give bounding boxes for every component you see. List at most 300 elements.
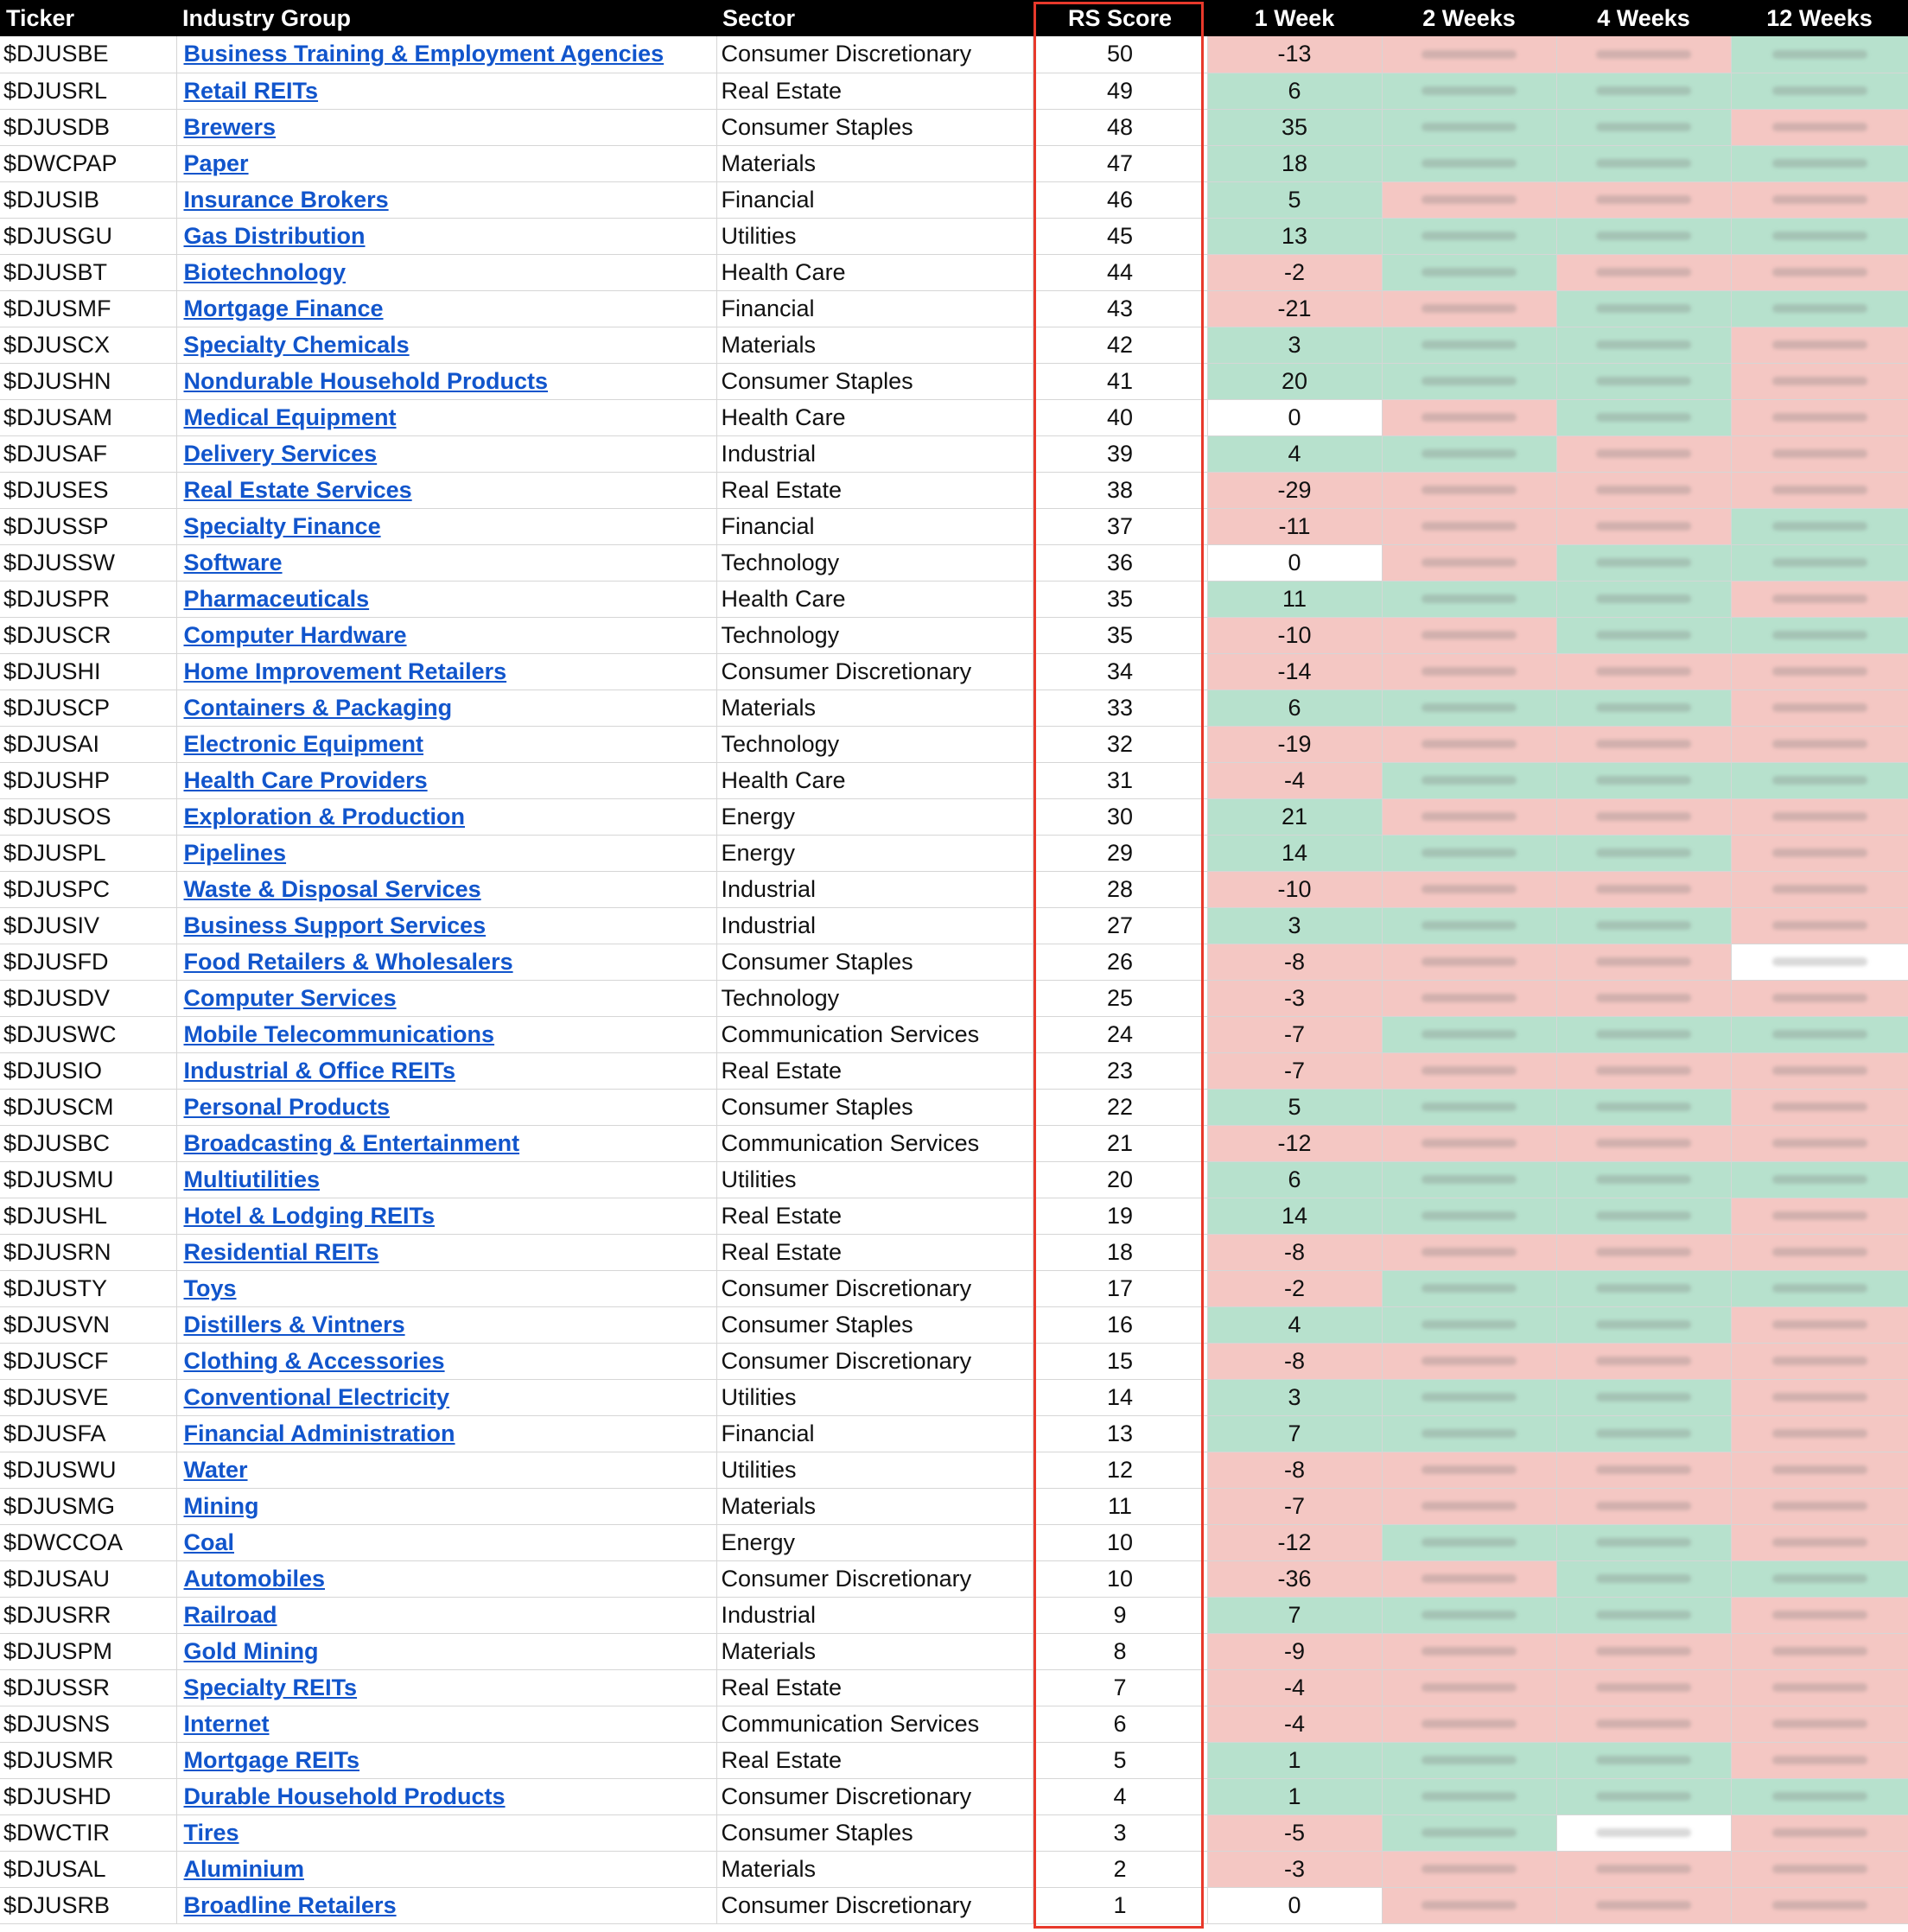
industry-group-cell — [176, 1706, 716, 1742]
ticker-cell: $DWCCOA — [0, 1524, 176, 1560]
twelve-weeks-change-cell — [1731, 1306, 1908, 1343]
table-row — [0, 1379, 1908, 1415]
twelve-weeks-change-cell — [1731, 1488, 1908, 1524]
redacted-value — [1421, 1465, 1517, 1474]
industry-group-link[interactable]: Personal Products — [183, 1093, 391, 1120]
two-weeks-change-cell — [1382, 1669, 1556, 1706]
industry-group-cell — [176, 690, 716, 726]
ticker-cell: $DJUSCX — [0, 327, 176, 363]
one-week-change-cell: 1 — [1207, 1778, 1382, 1814]
twelve-weeks-change-cell — [1731, 327, 1908, 363]
industry-group-link[interactable]: Specialty Finance — [183, 512, 381, 539]
industry-group-cell — [176, 1270, 716, 1306]
rs-score-cell: 11 — [1033, 1488, 1207, 1524]
two-weeks-change-cell — [1382, 762, 1556, 798]
four-weeks-change-cell — [1556, 1560, 1731, 1597]
redacted-value — [1421, 1756, 1517, 1764]
industry-group-link[interactable]: Containers & Packaging — [183, 694, 453, 721]
twelve-weeks-change-cell — [1731, 1452, 1908, 1488]
industry-group-cell — [176, 1343, 716, 1379]
sector-cell: Communication Services — [716, 1706, 1033, 1742]
sector-cell: Energy — [716, 1524, 1033, 1560]
rs-score-cell: 26 — [1033, 944, 1207, 980]
industry-group-link[interactable]: Coal — [183, 1528, 235, 1555]
four-weeks-change-cell — [1556, 435, 1731, 472]
four-weeks-change-cell — [1556, 1742, 1731, 1778]
twelve-weeks-change-cell — [1731, 980, 1908, 1016]
sector-cell: Materials — [716, 1488, 1033, 1524]
table-row — [0, 145, 1908, 181]
redacted-value — [1772, 195, 1867, 204]
industry-group-link[interactable]: Toys — [183, 1274, 237, 1301]
industry-group-link[interactable]: Multiutilities — [183, 1166, 320, 1192]
two-weeks-change-cell — [1382, 109, 1556, 145]
twelve-weeks-change-cell — [1731, 145, 1908, 181]
header-rs-score[interactable]: RS Score — [1033, 0, 1207, 36]
redacted-value — [1421, 1828, 1517, 1837]
industry-group-link[interactable]: Gold Mining — [183, 1637, 319, 1664]
redacted-value — [1596, 1901, 1691, 1910]
four-weeks-change-cell — [1556, 1415, 1731, 1452]
ticker-cell: $DJUSDV — [0, 980, 176, 1016]
ticker-cell: $DJUSFD — [0, 944, 176, 980]
table-row — [0, 1125, 1908, 1161]
industry-group-link[interactable]: Hotel & Lodging REITs — [183, 1202, 435, 1229]
four-weeks-change-cell — [1556, 1270, 1731, 1306]
table-row — [0, 1669, 1908, 1706]
industry-group-cell — [176, 653, 716, 690]
industry-group-link[interactable]: Pipelines — [183, 839, 287, 866]
table-row — [0, 399, 1908, 435]
redacted-value — [1421, 885, 1517, 893]
one-week-change-cell: -10 — [1207, 617, 1382, 653]
twelve-weeks-change-cell — [1731, 1343, 1908, 1379]
redacted-value — [1772, 1465, 1867, 1474]
four-weeks-change-cell — [1556, 907, 1731, 944]
four-weeks-change-cell — [1556, 1597, 1731, 1633]
one-week-change-cell: 14 — [1207, 835, 1382, 871]
ticker-cell: $DJUSDB — [0, 109, 176, 145]
header-ticker[interactable]: Ticker — [0, 0, 176, 36]
industry-group-link[interactable]: Internet — [183, 1710, 270, 1737]
industry-group-link[interactable]: Brewers — [183, 113, 277, 140]
redacted-value — [1421, 594, 1517, 603]
industry-group-cell — [176, 762, 716, 798]
sector-cell: Financial — [716, 181, 1033, 218]
table-row — [0, 218, 1908, 254]
twelve-weeks-change-cell — [1731, 581, 1908, 617]
twelve-weeks-change-cell — [1731, 290, 1908, 327]
industry-group-link[interactable]: Nondurable Household Products — [183, 367, 549, 394]
two-weeks-change-cell — [1382, 1633, 1556, 1669]
ticker-cell: $DJUSMR — [0, 1742, 176, 1778]
industry-group-cell — [176, 472, 716, 508]
industry-group-cell — [176, 1306, 716, 1343]
redacted-value — [1772, 1066, 1867, 1075]
industry-group-link[interactable]: Durable Household Products — [183, 1783, 506, 1809]
redacted-value — [1596, 1175, 1691, 1184]
four-weeks-change-cell — [1556, 1343, 1731, 1379]
rs-score-cell: 22 — [1033, 1089, 1207, 1125]
industry-group-link[interactable]: Medical Equipment — [183, 404, 397, 430]
industry-group-link[interactable]: Food Retailers & Wholesalers — [183, 948, 513, 975]
one-week-change-cell: 3 — [1207, 907, 1382, 944]
industry-group-link[interactable]: Mortgage REITs — [183, 1746, 360, 1773]
industry-group-link[interactable]: Residential REITs — [183, 1238, 379, 1265]
industry-group-cell — [176, 1669, 716, 1706]
twelve-weeks-change-cell — [1731, 1052, 1908, 1089]
industry-group-link[interactable]: Home Improvement Retailers — [183, 658, 507, 684]
two-weeks-change-cell — [1382, 36, 1556, 73]
ticker-cell: $DJUSPL — [0, 835, 176, 871]
redacted-value — [1772, 1647, 1867, 1656]
twelve-weeks-change-cell — [1731, 1887, 1908, 1923]
industry-group-cell — [176, 1125, 716, 1161]
four-weeks-change-cell — [1556, 1778, 1731, 1814]
table-row — [0, 726, 1908, 762]
industry-group-cell — [176, 1052, 716, 1089]
redacted-value — [1772, 1357, 1867, 1365]
four-weeks-change-cell — [1556, 1089, 1731, 1125]
two-weeks-change-cell — [1382, 944, 1556, 980]
one-week-change-cell: -4 — [1207, 1669, 1382, 1706]
industry-group-cell — [176, 1452, 716, 1488]
rs-score-cell: 49 — [1033, 73, 1207, 109]
redacted-value — [1421, 703, 1517, 712]
industry-group-link[interactable]: Health Care Providers — [183, 766, 428, 793]
redacted-value — [1772, 1320, 1867, 1329]
two-weeks-change-cell — [1382, 1814, 1556, 1851]
twelve-weeks-change-cell — [1731, 1198, 1908, 1234]
ticker-cell: $DJUSSP — [0, 508, 176, 544]
one-week-change-cell: -9 — [1207, 1633, 1382, 1669]
two-weeks-change-cell — [1382, 399, 1556, 435]
industry-group-link[interactable]: Business Support Services — [183, 912, 487, 938]
redacted-value — [1596, 449, 1691, 458]
redacted-value — [1421, 631, 1517, 639]
industry-group-link[interactable]: Specialty REITs — [183, 1674, 358, 1700]
redacted-value — [1421, 268, 1517, 276]
industry-group-link[interactable]: Aluminium — [183, 1855, 304, 1882]
twelve-weeks-change-cell — [1731, 254, 1908, 290]
rs-score-cell: 42 — [1033, 327, 1207, 363]
redacted-value — [1772, 1792, 1867, 1801]
ticker-cell: $DJUSCF — [0, 1343, 176, 1379]
redacted-value — [1772, 957, 1867, 966]
four-weeks-change-cell — [1556, 544, 1731, 581]
four-weeks-change-cell — [1556, 327, 1731, 363]
sector-cell: Health Care — [716, 399, 1033, 435]
two-weeks-change-cell — [1382, 726, 1556, 762]
four-weeks-change-cell — [1556, 762, 1731, 798]
industry-group-link[interactable]: Business Training & Employment Agencies — [183, 41, 665, 67]
table-row — [0, 1597, 1908, 1633]
redacted-value — [1596, 776, 1691, 785]
four-weeks-change-cell — [1556, 1306, 1731, 1343]
redacted-value — [1421, 1647, 1517, 1656]
redacted-value — [1772, 1828, 1867, 1837]
table-row — [0, 1343, 1908, 1379]
industry-group-link[interactable]: Specialty Chemicals — [183, 331, 410, 358]
rs-score-cell: 29 — [1033, 835, 1207, 871]
redacted-value — [1596, 1030, 1691, 1039]
two-weeks-change-cell — [1382, 1778, 1556, 1814]
header-1-week[interactable]: 1 Week — [1207, 0, 1382, 36]
rs-score-cell: 8 — [1033, 1633, 1207, 1669]
industry-group-cell — [176, 327, 716, 363]
rs-score-cell: 38 — [1033, 472, 1207, 508]
rs-score-cell: 47 — [1033, 145, 1207, 181]
sector-cell: Technology — [716, 980, 1033, 1016]
industry-group-link[interactable]: Biotechnology — [183, 258, 346, 285]
header-2-weeks[interactable]: 2 Weeks — [1382, 0, 1556, 36]
industry-group-cell — [176, 181, 716, 218]
redacted-value — [1596, 377, 1691, 385]
one-week-change-cell: -8 — [1207, 1452, 1382, 1488]
four-weeks-change-cell — [1556, 254, 1731, 290]
redacted-value — [1421, 1429, 1517, 1438]
twelve-weeks-change-cell — [1731, 399, 1908, 435]
table-row — [0, 363, 1908, 399]
twelve-weeks-change-cell — [1731, 1016, 1908, 1052]
two-weeks-change-cell — [1382, 617, 1556, 653]
one-week-change-cell: -2 — [1207, 254, 1382, 290]
ticker-cell: $DJUSMU — [0, 1161, 176, 1198]
ticker-cell: $DJUSPR — [0, 581, 176, 617]
table-row — [0, 1488, 1908, 1524]
industry-group-link[interactable]: Exploration & Production — [183, 803, 466, 829]
two-weeks-change-cell — [1382, 1706, 1556, 1742]
one-week-change-cell: -8 — [1207, 1343, 1382, 1379]
twelve-weeks-change-cell — [1731, 1270, 1908, 1306]
one-week-change-cell: 18 — [1207, 145, 1382, 181]
redacted-value — [1596, 1683, 1691, 1692]
redacted-value — [1596, 994, 1691, 1002]
redacted-value — [1772, 304, 1867, 313]
industry-group-link[interactable]: Electronic Equipment — [183, 730, 424, 757]
table-row — [0, 290, 1908, 327]
four-weeks-change-cell — [1556, 399, 1731, 435]
industry-group-link[interactable]: Waste & Disposal Services — [183, 875, 481, 902]
table-row — [0, 327, 1908, 363]
industry-group-link[interactable]: Broadcasting & Entertainment — [183, 1129, 520, 1156]
rs-score-cell: 28 — [1033, 871, 1207, 907]
redacted-value — [1421, 123, 1517, 131]
four-weeks-change-cell — [1556, 1052, 1731, 1089]
twelve-weeks-change-cell — [1731, 726, 1908, 762]
header-4-weeks[interactable]: 4 Weeks — [1556, 0, 1731, 36]
twelve-weeks-change-cell — [1731, 109, 1908, 145]
redacted-value — [1596, 1429, 1691, 1438]
redacted-value — [1772, 1248, 1867, 1256]
header-sector[interactable]: Sector — [716, 0, 1033, 36]
redacted-value — [1421, 86, 1517, 95]
table-row — [0, 871, 1908, 907]
redacted-value — [1596, 812, 1691, 821]
industry-group-link[interactable]: Software — [183, 549, 283, 575]
one-week-change-cell: -3 — [1207, 1851, 1382, 1887]
one-week-change-cell: -4 — [1207, 762, 1382, 798]
rs-score-cell: 9 — [1033, 1597, 1207, 1633]
sector-cell: Technology — [716, 617, 1033, 653]
rs-score-cell: 27 — [1033, 907, 1207, 944]
ticker-cell: $DJUSCM — [0, 1089, 176, 1125]
redacted-value — [1596, 304, 1691, 313]
redacted-value — [1772, 776, 1867, 785]
industry-group-link[interactable]: Broadline Retailers — [183, 1891, 397, 1918]
one-week-change-cell: -10 — [1207, 871, 1382, 907]
two-weeks-change-cell — [1382, 1234, 1556, 1270]
ticker-cell: $DJUSIO — [0, 1052, 176, 1089]
redacted-value — [1421, 994, 1517, 1002]
rs-score-cell: 13 — [1033, 1415, 1207, 1452]
sector-cell: Real Estate — [716, 472, 1033, 508]
two-weeks-change-cell — [1382, 254, 1556, 290]
rs-score-cell: 10 — [1033, 1560, 1207, 1597]
industry-group-cell — [176, 907, 716, 944]
redacted-value — [1772, 1175, 1867, 1184]
two-weeks-change-cell — [1382, 1343, 1556, 1379]
two-weeks-change-cell — [1382, 653, 1556, 690]
sector-cell: Energy — [716, 798, 1033, 835]
sector-cell: Consumer Staples — [716, 944, 1033, 980]
redacted-value — [1772, 1502, 1867, 1510]
redacted-value — [1596, 486, 1691, 494]
sector-cell: Consumer Staples — [716, 109, 1033, 145]
industry-group-link[interactable]: Pharmaceuticals — [183, 585, 370, 612]
one-week-change-cell: 11 — [1207, 581, 1382, 617]
redacted-value — [1772, 232, 1867, 240]
four-weeks-change-cell — [1556, 617, 1731, 653]
two-weeks-change-cell — [1382, 181, 1556, 218]
industry-group-link[interactable]: Paper — [183, 149, 249, 176]
rs-score-cell: 19 — [1033, 1198, 1207, 1234]
ticker-cell: $DJUSHN — [0, 363, 176, 399]
industry-group-cell — [176, 73, 716, 109]
redacted-value — [1421, 1393, 1517, 1401]
industry-group-cell — [176, 109, 716, 145]
four-weeks-change-cell — [1556, 1198, 1731, 1234]
four-weeks-change-cell — [1556, 290, 1731, 327]
redacted-value — [1596, 594, 1691, 603]
sector-cell: Materials — [716, 1851, 1033, 1887]
ticker-cell: $DJUSMG — [0, 1488, 176, 1524]
two-weeks-change-cell — [1382, 1560, 1556, 1597]
sector-cell: Materials — [716, 690, 1033, 726]
two-weeks-change-cell — [1382, 1125, 1556, 1161]
industry-group-link[interactable]: Gas Distribution — [183, 222, 366, 249]
redacted-value — [1421, 1284, 1517, 1293]
industry-group-link[interactable]: Automobiles — [183, 1565, 326, 1592]
redacted-value — [1596, 1357, 1691, 1365]
one-week-change-cell: 13 — [1207, 218, 1382, 254]
four-weeks-change-cell — [1556, 980, 1731, 1016]
redacted-value — [1421, 1538, 1517, 1547]
rs-score-cell: 17 — [1033, 1270, 1207, 1306]
four-weeks-change-cell — [1556, 798, 1731, 835]
sector-cell: Real Estate — [716, 1198, 1033, 1234]
industry-group-link[interactable]: Tires — [183, 1819, 239, 1846]
sector-cell: Consumer Discretionary — [716, 1778, 1033, 1814]
one-week-change-cell: 6 — [1207, 690, 1382, 726]
sector-cell: Consumer Staples — [716, 363, 1033, 399]
ticker-cell: $DJUSWU — [0, 1452, 176, 1488]
industry-group-link[interactable]: Distillers & Vintners — [183, 1311, 405, 1338]
industry-group-link[interactable]: Insurance Brokers — [183, 186, 389, 213]
table-row — [0, 798, 1908, 835]
redacted-value — [1772, 1393, 1867, 1401]
industry-group-link[interactable]: Water — [183, 1456, 248, 1483]
redacted-value — [1772, 86, 1867, 95]
four-weeks-change-cell — [1556, 653, 1731, 690]
rs-score-cell: 25 — [1033, 980, 1207, 1016]
industry-group-link[interactable]: Industrial & Office REITs — [183, 1057, 456, 1084]
header-industry-group[interactable]: Industry Group — [176, 0, 716, 36]
table-row — [0, 653, 1908, 690]
redacted-value — [1772, 1901, 1867, 1910]
rs-score-cell: 10 — [1033, 1524, 1207, 1560]
redacted-value — [1596, 1139, 1691, 1147]
sector-cell: Energy — [716, 835, 1033, 871]
industry-group-link[interactable]: Financial Administration — [183, 1420, 455, 1446]
two-weeks-change-cell — [1382, 1016, 1556, 1052]
redacted-value — [1596, 1103, 1691, 1111]
table-row — [0, 1778, 1908, 1814]
table-row — [0, 544, 1908, 581]
ticker-cell: $DJUSHL — [0, 1198, 176, 1234]
header-row — [0, 0, 1908, 36]
industry-group-link[interactable]: Conventional Electricity — [183, 1383, 450, 1410]
table-row — [0, 1198, 1908, 1234]
industry-group-link[interactable]: Clothing & Accessories — [183, 1347, 445, 1374]
rs-score-cell: 31 — [1033, 762, 1207, 798]
table-row — [0, 435, 1908, 472]
redacted-value — [1421, 1175, 1517, 1184]
industry-group-link[interactable]: Computer Services — [183, 984, 397, 1011]
redacted-value — [1772, 1683, 1867, 1692]
redacted-value — [1421, 1502, 1517, 1510]
rs-score-cell: 14 — [1033, 1379, 1207, 1415]
four-weeks-change-cell — [1556, 73, 1731, 109]
one-week-change-cell: 21 — [1207, 798, 1382, 835]
industry-group-link[interactable]: Computer Hardware — [183, 621, 407, 648]
industry-group-link[interactable]: Mining — [183, 1492, 259, 1519]
sector-cell: Materials — [716, 327, 1033, 363]
industry-group-link[interactable]: Railroad — [183, 1601, 277, 1628]
ticker-cell: $DJUSCR — [0, 617, 176, 653]
industry-group-cell — [176, 798, 716, 835]
ticker-cell: $DJUSHI — [0, 653, 176, 690]
redacted-value — [1772, 377, 1867, 385]
two-weeks-change-cell — [1382, 1597, 1556, 1633]
industry-group-link[interactable]: Retail REITs — [183, 77, 319, 104]
industry-group-link[interactable]: Mortgage Finance — [183, 295, 384, 321]
rs-score-cell: 48 — [1033, 109, 1207, 145]
redacted-value — [1421, 413, 1517, 422]
twelve-weeks-change-cell — [1731, 1234, 1908, 1270]
industry-group-link[interactable]: Mobile Telecommunications — [183, 1020, 495, 1047]
industry-group-link[interactable]: Real Estate Services — [183, 476, 412, 503]
ticker-cell: $DJUSRN — [0, 1234, 176, 1270]
one-week-change-cell: 3 — [1207, 327, 1382, 363]
four-weeks-change-cell — [1556, 1633, 1731, 1669]
header-12-weeks[interactable]: 12 Weeks — [1731, 0, 1908, 36]
rs-score-cell: 15 — [1033, 1343, 1207, 1379]
redacted-value — [1421, 1139, 1517, 1147]
table-row — [0, 254, 1908, 290]
two-weeks-change-cell — [1382, 980, 1556, 1016]
industry-group-link[interactable]: Delivery Services — [183, 440, 378, 467]
